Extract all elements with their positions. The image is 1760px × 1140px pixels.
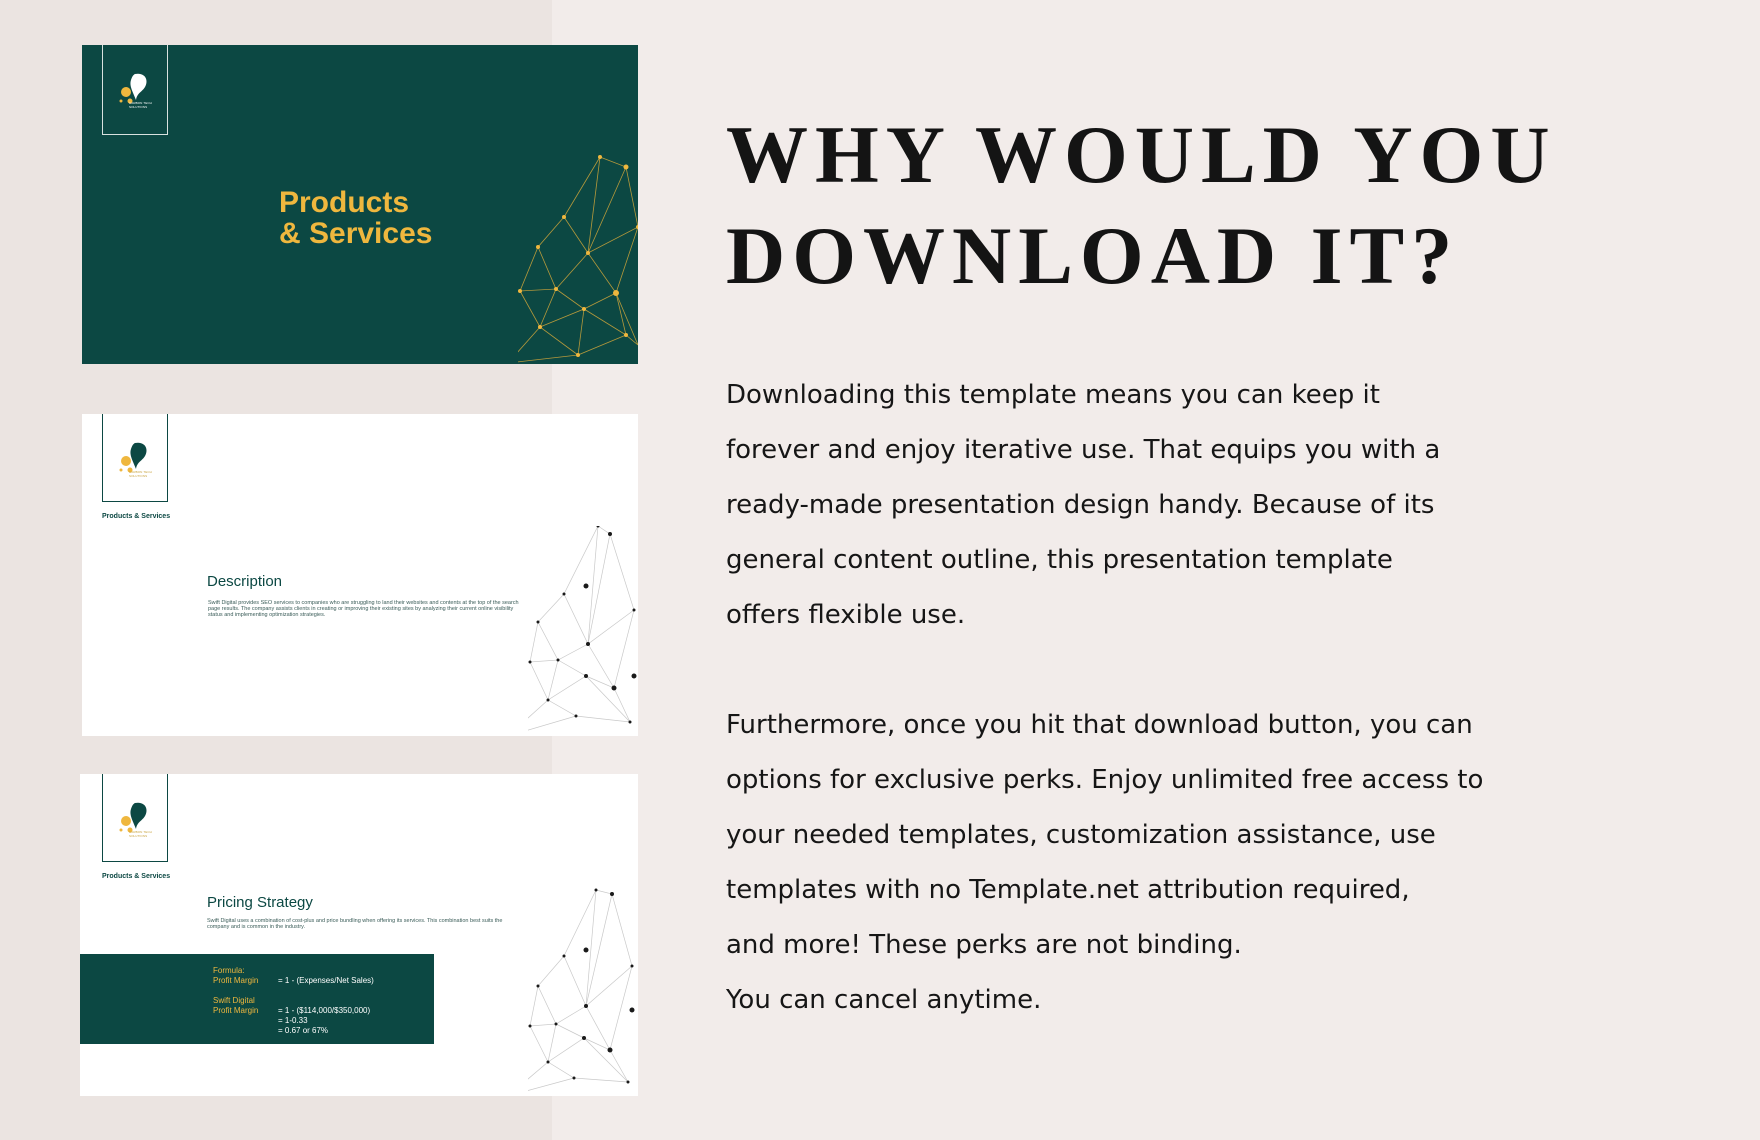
slide-preview-pricing: [80, 774, 638, 1096]
paragraph-2: Furthermore, once you hit that download button, you can options for exclusive perks. Enjoy unlimited free access to your needed templates, customization assistance, use templates with no Template.net attribution required, and more! These perks are not binding. You can cancel anytime.: [726, 710, 1484, 1015]
example-value-3: = 0.67 or 67%: [278, 1026, 329, 1035]
example-label: Swift Digital: [213, 996, 255, 1005]
section-body: Swift Digital uses a combination of cost-plus and price bundling when offering its services. This combination best suits the company and is common in the industry.: [207, 918, 503, 931]
logo-company-name: CARBON TECH SOLUTIONS: [129, 830, 152, 838]
headline: WHY WOULD YOU DOWNLOAD IT?: [726, 109, 1557, 301]
slide-header: Products & Services: [102, 513, 171, 520]
formula-label: Formula:: [213, 966, 245, 975]
slide-preview-title: [82, 45, 638, 364]
logo-company-name: CARBON TECH SOLUTIONS: [129, 101, 152, 109]
slide-header: Products & Services: [102, 873, 171, 880]
network-decoration: [518, 155, 638, 364]
logo-company-name: CARBON TECH SOLUTIONS: [129, 470, 152, 478]
network-decoration: [528, 526, 638, 736]
example-value-1: = 1 - ($114,000/$350,000): [278, 1006, 371, 1015]
deck-title-line-2: & Services: [279, 217, 433, 250]
section-body: Swift Digital provides SEO services to companies who are struggling to land their websites and contents at the top of the search page results. The company assists clients in creating or improving their existing sites by analyzing their current online visibility status and implementing optimization strategies.: [208, 600, 519, 619]
logo-frame: [102, 774, 168, 862]
logo-frame: [102, 45, 168, 135]
deck-title-line-1: Products: [279, 186, 410, 219]
section-title: Description: [207, 573, 283, 590]
logo-frame: [102, 414, 168, 502]
example-profit-margin-label: Profit Margin: [213, 1006, 259, 1015]
network-decoration: [528, 886, 638, 1096]
deck-title: [279, 187, 432, 249]
formula-profit-margin-label: Profit Margin: [213, 976, 259, 985]
example-value-2: = 1-0.33: [278, 1016, 308, 1025]
formula-value: = 1 - (Expenses/Net Sales): [278, 976, 374, 985]
section-title: Pricing Strategy: [207, 894, 313, 911]
paragraph-1: Downloading this template means you can keep it forever and enjoy iterative use. That equips you with a ready-made presentation design handy. Because of its general content outline, this presentation template offers flexible use.: [726, 380, 1441, 630]
slide-preview-description: [82, 414, 638, 736]
formula-box: [80, 954, 434, 1044]
